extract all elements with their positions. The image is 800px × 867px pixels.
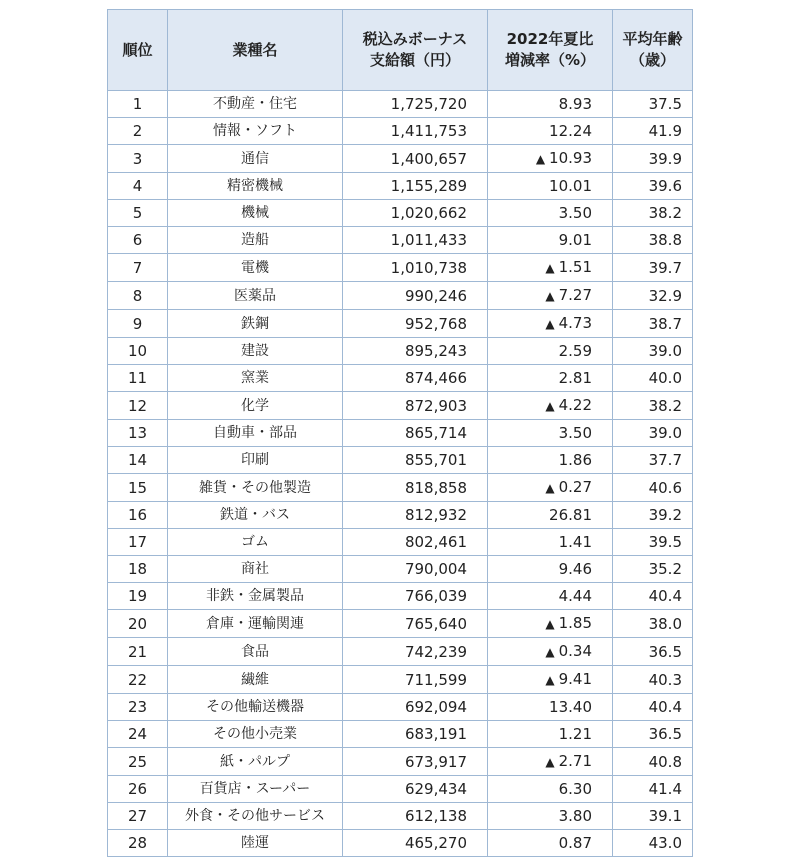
- rank-cell: 13: [108, 420, 168, 447]
- header-change-line2: 増減率（%）: [504, 51, 596, 69]
- rank-cell: 24: [108, 721, 168, 748]
- change-rate-value: 10.93: [549, 149, 592, 167]
- change-rate-cell: [488, 474, 613, 502]
- rank-cell: 6: [108, 227, 168, 254]
- average-age-cell: 36.5: [613, 638, 693, 666]
- rank-cell: 27: [108, 803, 168, 830]
- change-rate-value: 26.81: [549, 506, 592, 524]
- bonus-amount-cell: 465,270: [343, 830, 488, 857]
- table-row: [108, 502, 693, 529]
- rank-cell: 20: [108, 610, 168, 638]
- change-rate-cell: [488, 118, 613, 145]
- table-row: [108, 227, 693, 254]
- change-rate-value: 6.30: [558, 780, 592, 798]
- table-row: [108, 118, 693, 145]
- average-age-cell: 39.5: [613, 529, 693, 556]
- average-age-cell: 37.7: [613, 447, 693, 474]
- industry-cell: 外食・その他サービス: [168, 803, 343, 830]
- rank-cell: 10: [108, 338, 168, 365]
- industry-cell: 鉄鋼: [168, 310, 343, 338]
- change-rate-value: 9.01: [558, 231, 592, 249]
- industry-cell: 倉庫・運輸関連: [168, 610, 343, 638]
- bonus-amount-cell: 802,461: [343, 529, 488, 556]
- rank-cell: 22: [108, 666, 168, 694]
- change-rate-value: 4.44: [558, 587, 592, 605]
- average-age-cell: 39.2: [613, 502, 693, 529]
- change-rate-value: 12.24: [549, 122, 592, 140]
- table-row: [108, 721, 693, 748]
- table-row: [108, 638, 693, 666]
- change-rate-cell: [488, 638, 613, 666]
- bonus-amount-cell: 629,434: [343, 776, 488, 803]
- header-bonus-line1: 税込みボーナス: [362, 30, 468, 48]
- change-rate-cell: [488, 173, 613, 200]
- table-row: [108, 91, 693, 118]
- change-rate-cell: [488, 694, 613, 721]
- industry-cell: 精密機械: [168, 173, 343, 200]
- industry-cell: ゴム: [168, 529, 343, 556]
- change-rate-cell: [488, 365, 613, 392]
- industry-cell: 機械: [168, 200, 343, 227]
- header-industry: [168, 10, 343, 91]
- average-age-cell: 39.1: [613, 803, 693, 830]
- bonus-amount-cell: 874,466: [343, 365, 488, 392]
- change-rate-cell: [488, 529, 613, 556]
- table-row: [108, 173, 693, 200]
- negative-triangle-icon: ▲: [545, 755, 555, 769]
- average-age-cell: 41.9: [613, 118, 693, 145]
- change-rate-cell: [488, 254, 613, 282]
- industry-cell: 通信: [168, 145, 343, 173]
- bonus-ranking-table-container: [107, 9, 693, 857]
- table-row: [108, 200, 693, 227]
- industry-cell: 紙・パルプ: [168, 748, 343, 776]
- bonus-amount-cell: 1,011,433: [343, 227, 488, 254]
- negative-triangle-icon: ▲: [545, 645, 555, 659]
- change-rate-value: 1.51: [558, 258, 592, 276]
- change-rate-cell: [488, 200, 613, 227]
- rank-cell: 28: [108, 830, 168, 857]
- average-age-cell: 38.2: [613, 392, 693, 420]
- change-rate-value: 3.50: [558, 204, 592, 222]
- negative-triangle-icon: ▲: [545, 261, 555, 275]
- bonus-amount-cell: 711,599: [343, 666, 488, 694]
- change-rate-cell: [488, 748, 613, 776]
- table-row: [108, 556, 693, 583]
- bonus-amount-cell: 742,239: [343, 638, 488, 666]
- table-row: [108, 310, 693, 338]
- change-rate-value: 1.86: [558, 451, 592, 469]
- rank-cell: 14: [108, 447, 168, 474]
- header-age-line1: 平均年齢: [622, 30, 683, 48]
- bonus-amount-cell: 683,191: [343, 721, 488, 748]
- change-rate-cell: [488, 227, 613, 254]
- table-row: [108, 776, 693, 803]
- industry-cell: 非鉄・金属製品: [168, 583, 343, 610]
- negative-triangle-icon: ▲: [535, 152, 546, 166]
- rank-cell: 8: [108, 282, 168, 310]
- average-age-cell: 39.7: [613, 254, 693, 282]
- industry-cell: 雑貨・その他製造: [168, 474, 343, 502]
- change-rate-value: 1.41: [558, 533, 592, 551]
- change-rate-value: 2.59: [558, 342, 592, 360]
- rank-cell: 18: [108, 556, 168, 583]
- table-row: [108, 830, 693, 857]
- average-age-cell: 38.2: [613, 200, 693, 227]
- industry-cell: 自動車・部品: [168, 420, 343, 447]
- table-row: [108, 282, 693, 310]
- rank-cell: 23: [108, 694, 168, 721]
- change-rate-cell: [488, 91, 613, 118]
- change-rate-cell: [488, 830, 613, 857]
- change-rate-value: 2.71: [558, 752, 592, 770]
- average-age-cell: 43.0: [613, 830, 693, 857]
- table-row: [108, 666, 693, 694]
- industry-cell: 印刷: [168, 447, 343, 474]
- table-row: [108, 529, 693, 556]
- average-age-cell: 35.2: [613, 556, 693, 583]
- bonus-amount-cell: 952,768: [343, 310, 488, 338]
- bonus-amount-cell: 1,400,657: [343, 145, 488, 173]
- bonus-amount-cell: 865,714: [343, 420, 488, 447]
- rank-cell: 12: [108, 392, 168, 420]
- change-rate-value: 0.87: [558, 834, 592, 852]
- negative-triangle-icon: ▲: [545, 617, 555, 631]
- rank-cell: 2: [108, 118, 168, 145]
- industry-cell: その他小売業: [168, 721, 343, 748]
- rank-cell: 26: [108, 776, 168, 803]
- average-age-cell: 38.8: [613, 227, 693, 254]
- industry-cell: 鉄道・バス: [168, 502, 343, 529]
- change-rate-value: 0.34: [558, 642, 592, 660]
- bonus-amount-cell: 812,932: [343, 502, 488, 529]
- bonus-amount-cell: 766,039: [343, 583, 488, 610]
- rank-cell: 9: [108, 310, 168, 338]
- bonus-amount-cell: 872,903: [343, 392, 488, 420]
- negative-triangle-icon: ▲: [545, 673, 555, 687]
- bonus-amount-cell: 1,010,738: [343, 254, 488, 282]
- change-rate-value: 1.85: [558, 614, 592, 632]
- average-age-cell: 39.6: [613, 173, 693, 200]
- industry-cell: 不動産・住宅: [168, 91, 343, 118]
- bonus-amount-cell: 990,246: [343, 282, 488, 310]
- rank-cell: 17: [108, 529, 168, 556]
- bonus-amount-cell: 1,155,289: [343, 173, 488, 200]
- industry-cell: 化学: [168, 392, 343, 420]
- change-rate-value: 2.81: [558, 369, 592, 387]
- change-rate-value: 0.27: [558, 478, 592, 496]
- table-row: [108, 748, 693, 776]
- header-industry-label: 業種名: [232, 40, 278, 59]
- bonus-ranking-table: [107, 9, 693, 857]
- industry-cell: 食品: [168, 638, 343, 666]
- change-rate-cell: [488, 282, 613, 310]
- change-rate-cell: [488, 666, 613, 694]
- header-rank-label: 順位: [122, 40, 153, 59]
- rank-cell: 3: [108, 145, 168, 173]
- rank-cell: 1: [108, 91, 168, 118]
- industry-cell: 陸運: [168, 830, 343, 857]
- industry-cell: 建設: [168, 338, 343, 365]
- table-row: [108, 420, 693, 447]
- table-row: [108, 392, 693, 420]
- rank-cell: 19: [108, 583, 168, 610]
- rank-cell: 15: [108, 474, 168, 502]
- average-age-cell: 39.0: [613, 420, 693, 447]
- change-rate-value: 3.50: [558, 424, 592, 442]
- bonus-amount-cell: 765,640: [343, 610, 488, 638]
- average-age-cell: 39.9: [613, 145, 693, 173]
- header-bonus: [343, 10, 488, 91]
- bonus-amount-cell: 790,004: [343, 556, 488, 583]
- average-age-cell: 40.4: [613, 694, 693, 721]
- change-rate-value: 13.40: [549, 698, 592, 716]
- table-row: [108, 145, 693, 173]
- change-rate-cell: [488, 502, 613, 529]
- rank-cell: 21: [108, 638, 168, 666]
- table-body: [108, 91, 693, 857]
- rank-cell: 16: [108, 502, 168, 529]
- header-rank: [108, 10, 168, 91]
- table-row: [108, 803, 693, 830]
- header-change-line1: 2022年夏比: [506, 30, 594, 48]
- average-age-cell: 36.5: [613, 721, 693, 748]
- change-rate-value: 10.01: [549, 177, 592, 195]
- average-age-cell: 40.0: [613, 365, 693, 392]
- industry-cell: 窯業: [168, 365, 343, 392]
- change-rate-value: 9.46: [558, 560, 592, 578]
- industry-cell: その他輸送機器: [168, 694, 343, 721]
- rank-cell: 5: [108, 200, 168, 227]
- bonus-amount-cell: 1,725,720: [343, 91, 488, 118]
- change-rate-cell: [488, 556, 613, 583]
- header-row: [108, 10, 693, 91]
- table-row: [108, 254, 693, 282]
- change-rate-value: 9.41: [558, 670, 592, 688]
- bonus-amount-cell: 612,138: [343, 803, 488, 830]
- table-row: [108, 583, 693, 610]
- change-rate-cell: [488, 338, 613, 365]
- industry-cell: 医薬品: [168, 282, 343, 310]
- change-rate-cell: [488, 776, 613, 803]
- bonus-amount-cell: 855,701: [343, 447, 488, 474]
- change-rate-cell: [488, 610, 613, 638]
- change-rate-value: 8.93: [558, 95, 592, 113]
- change-rate-value: 4.73: [558, 314, 592, 332]
- header-bonus-line2: 支給額（円）: [369, 51, 460, 69]
- industry-cell: 造船: [168, 227, 343, 254]
- table-header: [108, 10, 693, 91]
- table-row: [108, 694, 693, 721]
- header-change: [488, 10, 613, 91]
- average-age-cell: 37.5: [613, 91, 693, 118]
- industry-cell: 電機: [168, 254, 343, 282]
- bonus-amount-cell: 818,858: [343, 474, 488, 502]
- bonus-amount-cell: 1,411,753: [343, 118, 488, 145]
- rank-cell: 7: [108, 254, 168, 282]
- change-rate-cell: [488, 583, 613, 610]
- table-row: [108, 338, 693, 365]
- negative-triangle-icon: ▲: [545, 317, 555, 331]
- change-rate-cell: [488, 721, 613, 748]
- average-age-cell: 40.6: [613, 474, 693, 502]
- header-age-line2: （歳）: [629, 51, 675, 69]
- average-age-cell: 38.0: [613, 610, 693, 638]
- bonus-amount-cell: 1,020,662: [343, 200, 488, 227]
- average-age-cell: 38.7: [613, 310, 693, 338]
- average-age-cell: 41.4: [613, 776, 693, 803]
- change-rate-value: 7.27: [558, 286, 592, 304]
- average-age-cell: 39.0: [613, 338, 693, 365]
- table-row: [108, 474, 693, 502]
- change-rate-cell: [488, 420, 613, 447]
- bonus-amount-cell: 895,243: [343, 338, 488, 365]
- rank-cell: 4: [108, 173, 168, 200]
- rank-cell: 25: [108, 748, 168, 776]
- industry-cell: 情報・ソフト: [168, 118, 343, 145]
- average-age-cell: 32.9: [613, 282, 693, 310]
- negative-triangle-icon: ▲: [545, 399, 555, 413]
- rank-cell: 11: [108, 365, 168, 392]
- header-age: [613, 10, 693, 91]
- average-age-cell: 40.3: [613, 666, 693, 694]
- change-rate-value: 1.21: [558, 725, 592, 743]
- change-rate-cell: [488, 447, 613, 474]
- change-rate-value: 4.22: [558, 396, 592, 414]
- change-rate-cell: [488, 803, 613, 830]
- industry-cell: 百貨店・スーパー: [168, 776, 343, 803]
- negative-triangle-icon: ▲: [545, 481, 555, 495]
- bonus-amount-cell: 673,917: [343, 748, 488, 776]
- table-row: [108, 610, 693, 638]
- average-age-cell: 40.8: [613, 748, 693, 776]
- negative-triangle-icon: ▲: [545, 289, 555, 303]
- average-age-cell: 40.4: [613, 583, 693, 610]
- bonus-amount-cell: 692,094: [343, 694, 488, 721]
- table-row: [108, 365, 693, 392]
- industry-cell: 繊維: [168, 666, 343, 694]
- change-rate-cell: [488, 310, 613, 338]
- table-row: [108, 447, 693, 474]
- change-rate-cell: [488, 145, 613, 173]
- change-rate-value: 3.80: [558, 807, 592, 825]
- industry-cell: 商社: [168, 556, 343, 583]
- change-rate-cell: [488, 392, 613, 420]
